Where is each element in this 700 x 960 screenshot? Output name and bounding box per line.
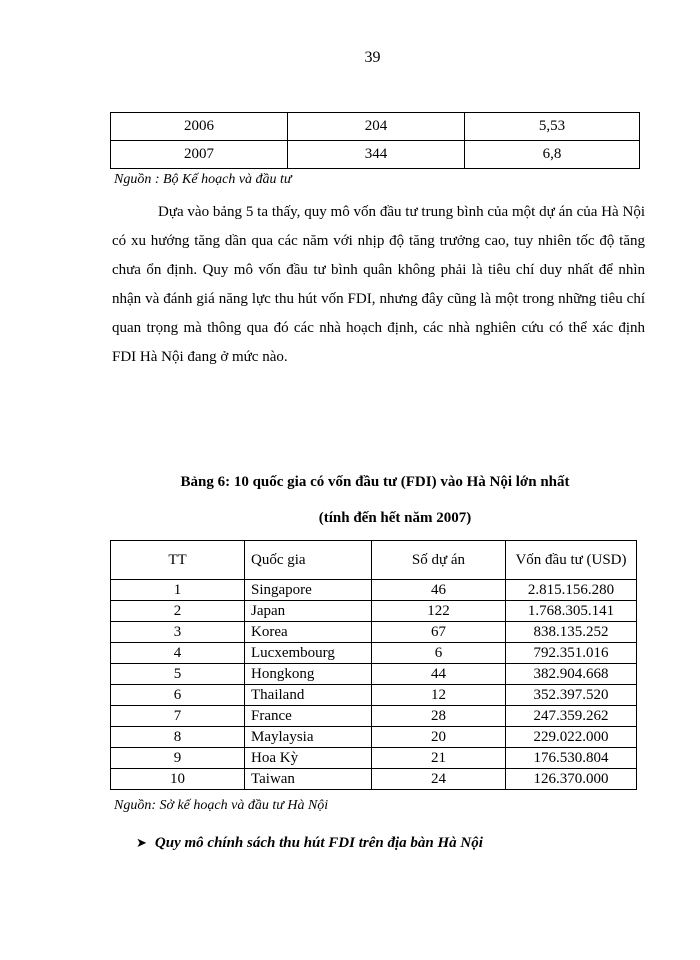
projects-cell: 344 xyxy=(288,141,465,169)
country-cell: Hoa Kỳ xyxy=(245,748,372,769)
projects-cell: 204 xyxy=(288,113,465,141)
projects-cell: 12 xyxy=(372,685,506,706)
capital-cell: 1.768.305.141 xyxy=(506,601,637,622)
tt-cell: 8 xyxy=(111,727,245,748)
projects-cell: 20 xyxy=(372,727,506,748)
country-cell: Korea xyxy=(245,622,372,643)
projects-cell: 6 xyxy=(372,643,506,664)
year-cell: 2006 xyxy=(111,113,288,141)
country-cell: France xyxy=(245,706,372,727)
page-number: 39 xyxy=(364,49,381,66)
capital-cell: 2.815.156.280 xyxy=(506,580,637,601)
header-projects: Số dự án xyxy=(372,541,506,580)
average-capital-cell: 5,53 xyxy=(465,113,640,141)
capital-cell: 247.359.262 xyxy=(506,706,637,727)
table-row xyxy=(111,748,637,769)
table-row xyxy=(111,706,637,727)
tt-cell: 4 xyxy=(111,643,245,664)
source-note-bottom: Nguồn: Sở kế hoạch và đầu tư Hà Nội xyxy=(114,798,329,813)
projects-cell: 21 xyxy=(372,748,506,769)
tt-cell: 9 xyxy=(111,748,245,769)
table-row xyxy=(111,769,637,790)
header-country: Quốc gia xyxy=(245,541,372,580)
section-heading-text: Quy mô chính sách thu hút FDI trên địa bàn Hà Nội xyxy=(154,835,483,851)
capital-cell: 126.370.000 xyxy=(506,769,637,790)
header-capital: Vốn đầu tư (USD) xyxy=(506,541,637,580)
country-cell: Taiwan xyxy=(245,769,372,790)
table-row xyxy=(111,643,637,664)
table-row xyxy=(111,601,637,622)
capital-cell: 229.022.000 xyxy=(506,727,637,748)
table-row xyxy=(111,580,637,601)
country-cell: Japan xyxy=(245,601,372,622)
capital-cell: 352.397.520 xyxy=(506,685,637,706)
arrowhead-bullet-icon: ➤ xyxy=(136,835,147,850)
table-subtitle: (tính đến hết năm 2007) xyxy=(318,510,472,526)
table-row xyxy=(111,727,637,748)
average-capital-cell: 6,8 xyxy=(465,141,640,169)
projects-cell: 122 xyxy=(372,601,506,622)
year-cell: 2007 xyxy=(111,141,288,169)
body-paragraph: Dựa vào bảng 5 ta thấy, quy mô vốn đầu tư trung bình của một dự án của Hà Nội có xu hướng tăng dần qua các năm với nhịp độ tăng trưởng cao, tuy nhiên tốc độ tăng chưa ổn định. Quy mô vốn đầu tư bình quân không phải là tiêu chí duy nhất để nhìn nhận và đánh giá năng lực thu hút vốn FDI, nhưng đây cũng là một trong những tiêu chí quan trọng mà thông qua đó các nhà hoạch định, các nhà nghiên cứu có thể xác định FDI Hà Nội đang ở mức nào. xyxy=(112,204,645,365)
tt-cell: 3 xyxy=(111,622,245,643)
header-tt: TT xyxy=(111,541,245,580)
capital-cell: 382.904.668 xyxy=(506,664,637,685)
table-row xyxy=(111,664,637,685)
tt-cell: 7 xyxy=(111,706,245,727)
tt-cell: 2 xyxy=(111,601,245,622)
tt-cell: 6 xyxy=(111,685,245,706)
table-row xyxy=(111,622,637,643)
projects-cell: 44 xyxy=(372,664,506,685)
country-cell: Hongkong xyxy=(245,664,372,685)
table-row xyxy=(111,113,640,141)
section-heading xyxy=(136,835,483,852)
projects-cell: 24 xyxy=(372,769,506,790)
projects-cell: 46 xyxy=(372,580,506,601)
table-row xyxy=(111,141,640,169)
capital-cell: 838.135.252 xyxy=(506,622,637,643)
projects-cell: 28 xyxy=(372,706,506,727)
capital-cell: 792.351.016 xyxy=(506,643,637,664)
country-cell: Maylaysia xyxy=(245,727,372,748)
investment-size-table-continuation xyxy=(110,112,640,169)
table-row xyxy=(111,685,637,706)
source-note-top: Nguồn : Bộ Kế hoạch và đầu tư xyxy=(114,172,292,187)
top-10-fdi-countries-table xyxy=(110,540,637,790)
table-header-row xyxy=(111,541,637,580)
tt-cell: 1 xyxy=(111,580,245,601)
country-cell: Thailand xyxy=(245,685,372,706)
projects-cell: 67 xyxy=(372,622,506,643)
tt-cell: 10 xyxy=(111,769,245,790)
table-title: Bảng 6: 10 quốc gia có vốn đầu tư (FDI) vào Hà Nội lớn nhất xyxy=(180,474,570,490)
tt-cell: 5 xyxy=(111,664,245,685)
country-cell: Singapore xyxy=(245,580,372,601)
country-cell: Lucxembourg xyxy=(245,643,372,664)
capital-cell: 176.530.804 xyxy=(506,748,637,769)
